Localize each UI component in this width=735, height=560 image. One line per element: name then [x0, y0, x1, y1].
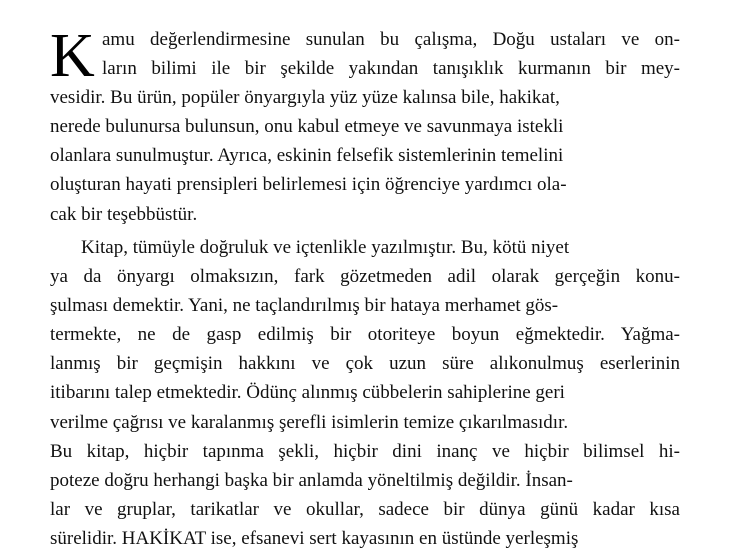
text-line: amu değerlendirmesine sunulan bu çalışma, Doğu ustaları ve on- [102, 29, 680, 50]
text-line: termekte, ne de gasp edilmiş bir otoriteye boyun eğmektedir. Yağma- [50, 324, 680, 346]
text-line: sürelidir. HAKİKAT ise, efsanevi sert kayasının en üstünde yerleşmiş [50, 527, 579, 549]
text-line: Bu kitap, hiçbir tapınma şekli, hiçbir dini inanç ve hiçbir bilimsel hi- [50, 440, 680, 462]
text-line: şulması demektir. Yani, ne taçlandırılmış bir hataya merhamet gös- [50, 295, 559, 317]
paragraph-intro [50, 22, 680, 229]
text-line: lar ve gruplar, tarikatlar ve okullar, sadece bir dünya günü kadar kısa [50, 498, 680, 520]
text-line: itibarını talep etmektedir. Ödünç alınmış cübbelerin sahiplerine geri [50, 382, 565, 404]
text-line: cak bir teşebbüstür. [50, 203, 198, 225]
text-line: olanlara sunulmuştur. Ayrıca, eskinin felsefik sistemlerinin temelini [50, 145, 564, 167]
text-line: Kitap, tümüyle doğruluk ve içtenlikle yazılmıştır. Bu, kötü niyet [81, 237, 570, 258]
text-line: ların bilimi ile bir şekilde yakından tanışıklık kurmanın bir mey- [102, 58, 680, 80]
text-line: vesidir. Bu ürün, popüler önyargıyla yüz yüze kalınsa bile, hakikat, [50, 87, 560, 109]
text-line: ya da önyargı olmaksızın, fark gözetmeden adil olarak gerçeğin konu- [50, 266, 680, 288]
text-line: nerede bulunursa bulunsun, onu kabul etmeye ve savunmaya istekli [50, 116, 564, 138]
text-line: lanmış bir geçmişin hakkını ve çok uzun süre alıkonulmuş eserlerinin [50, 353, 680, 375]
paragraph-body [50, 233, 680, 553]
text-line: verilme çağrısı ve karalanmış şerefli isimlerin temize çıkarılmasıdır. [50, 411, 569, 433]
text-line: oluşturan hayati prensipleri belirlemesi için öğrenciye yardımcı ola- [50, 174, 567, 196]
drop-cap-letter: K [50, 22, 95, 90]
text-line: poteze doğru herhangi başka bir anlamda yöneltilmiş değildir. İnsan- [50, 469, 573, 491]
